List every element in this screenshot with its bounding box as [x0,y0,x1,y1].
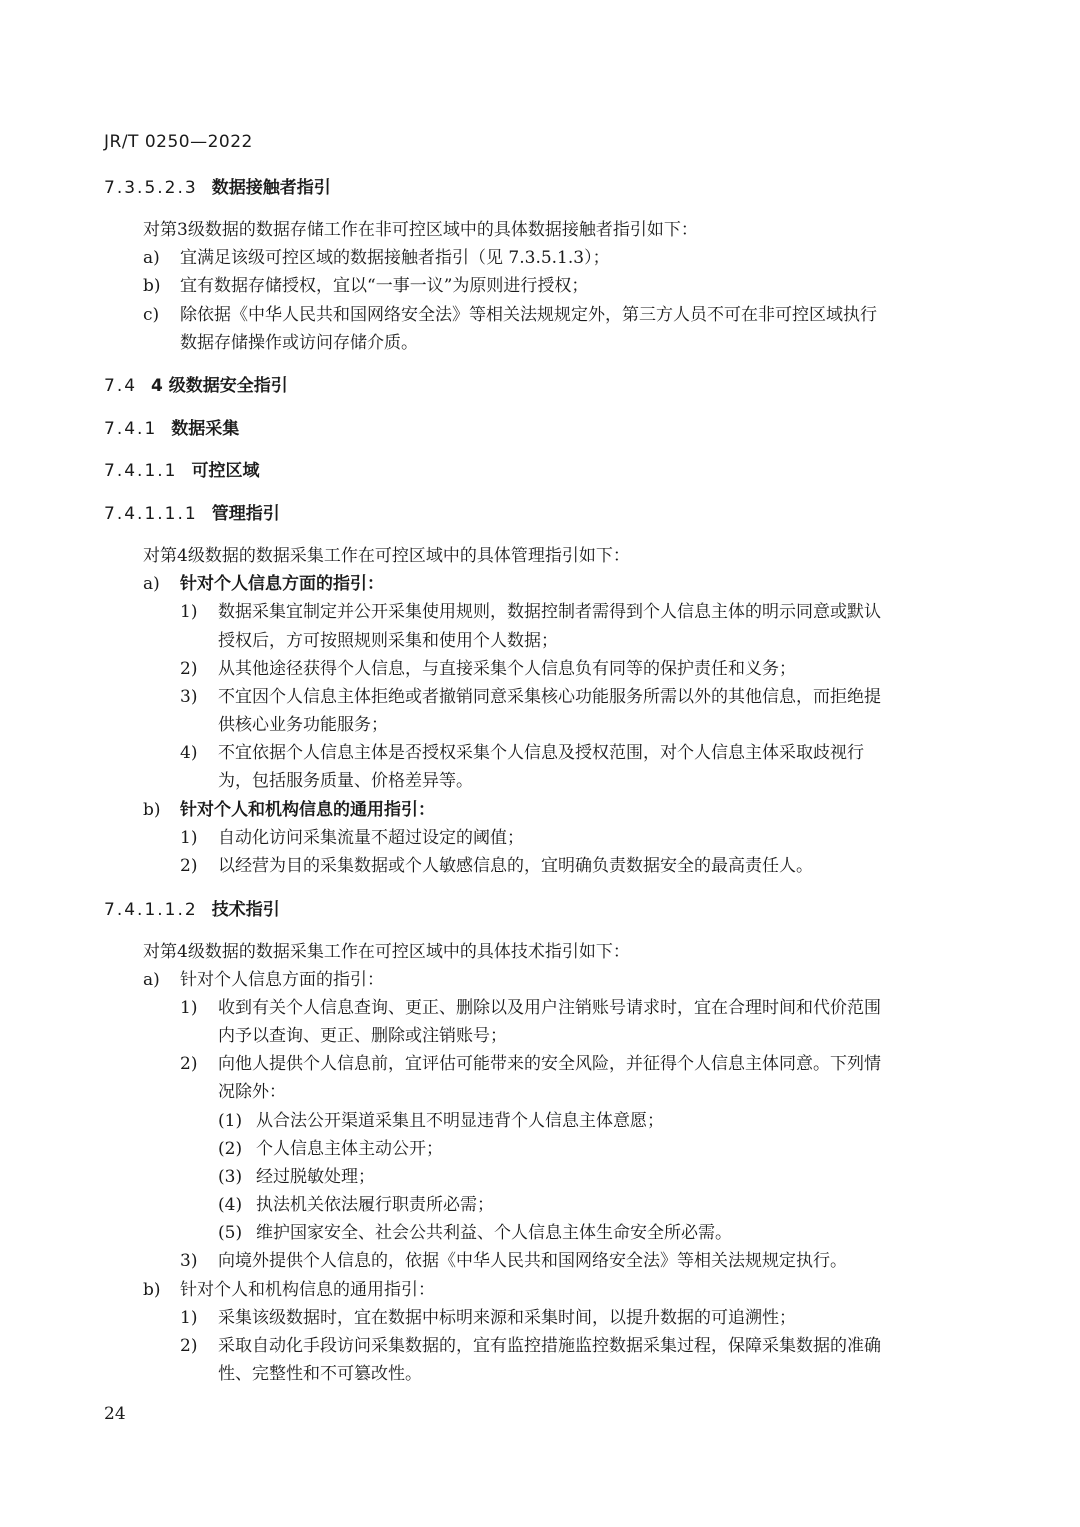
section-title: 技术指引 [211,900,280,920]
list-item-text: 除依据《中华人民共和国网络安全法》等相关法规规定外，第三方人员不可在非可控区域执行 [180,305,877,325]
nested-item-text: 维护国家安全、社会公共利益、个人信息主体生命安全所必需。 [256,1223,732,1243]
sublist-text: 以经营为目的采集数据或个人敏感信息的，宜明确负责数据安全的最高责任人。 [218,856,813,876]
nested-item-text: 经过脱敏处理； [256,1167,375,1187]
sublist-label: 2) [180,1336,198,1356]
section-heading [104,900,280,920]
sublist-label: 3) [180,1251,198,1271]
section-heading [104,178,331,198]
sublist-label: 1) [180,1308,198,1328]
list-label: b) [143,800,161,820]
list-item-text: 针对个人和机构信息的通用指引： [180,1280,435,1300]
sublist-text-continued: 性、完整性和不可篡改性。 [218,1364,422,1384]
section-heading [104,419,239,439]
sublist-text: 自动化访问采集流量不超过设定的阈值； [218,828,524,848]
sublist-label: 4) [180,743,198,763]
section-title: 数据采集 [171,419,240,439]
nested-item-label: (4) [218,1195,243,1215]
sublist-label: 3) [180,687,198,707]
sublist-label: 2) [180,1054,198,1074]
sublist-label: 2) [180,659,198,679]
nested-item-label: (5) [218,1223,243,1243]
nested-item-label: (2) [218,1139,243,1159]
section-title: 管理指引 [211,504,280,524]
list-label: c) [143,305,160,325]
nested-item-text: 个人信息主体主动公开； [256,1139,443,1159]
list-label: a) [143,574,160,594]
nested-item-label: (3) [218,1167,243,1187]
nested-item-text: 执法机关依法履行职责所必需； [256,1195,494,1215]
list-item-text: 宜满足该级可控区域的数据接触者指引（见 7.3.5.1.3）； [180,248,610,268]
section-number: 7.3.5.2.3 [104,178,198,198]
list-label: a) [143,970,160,990]
sublist-text: 向他人提供个人信息前，宜评估可能带来的安全风险，并征得个人信息主体同意。下列情 [218,1054,881,1074]
sublist-label: 1) [180,602,198,622]
nested-item-label: (1) [218,1111,243,1131]
sublist-text-continued: 内予以查询、更正、删除或注销账号； [218,1026,507,1046]
section-number: 7.4.1.1 [104,461,178,481]
list-item-text: 针对个人和机构信息的通用指引： [180,800,435,820]
list-label: b) [143,1280,161,1300]
sublist-text: 不宜因个人信息主体拒绝或者撤销同意采集核心功能服务所需以外的其他信息，而拒绝提 [218,687,881,707]
section-heading [104,461,259,481]
sublist-text: 采取自动化手段访问采集数据的，宜有监控措施监控数据采集过程，保障采集数据的准确 [218,1336,881,1356]
section-number: 7.4.1.1.1 [104,504,198,524]
sublist-text-continued: 为，包括服务质量、价格差异等。 [218,771,473,791]
sublist-text-continued: 供核心业务功能服务； [218,715,388,735]
list-item-text: 针对个人信息方面的指引： [180,574,384,594]
list-item-text: 针对个人信息方面的指引： [180,970,384,990]
sublist-text: 从其他途径获得个人信息，与直接采集个人信息负有同等的保护责任和义务； [218,659,796,679]
sublist-text: 收到有关个人信息查询、更正、删除以及用户注销账号请求时，宜在合理时间和代价范围 [218,998,881,1018]
list-label: a) [143,248,160,268]
sublist-text: 不宜依据个人信息主体是否授权采集个人信息及授权范围，对个人信息主体采取歧视行 [218,743,864,763]
sublist-label: 2) [180,856,198,876]
sublist-text-continued: 授权后，方可按照规则采集和使用个人数据； [218,631,558,651]
section-title: 可控区域 [191,461,260,481]
sublist-text: 向境外提供个人信息的，依据《中华人民共和国网络安全法》等相关法规规定执行。 [218,1251,847,1271]
sublist-text: 数据采集宜制定并公开采集使用规则，数据控制者需得到个人信息主体的明示同意或默认 [218,602,881,622]
section-number: 7.4 [104,376,138,396]
sublist-text-continued: 况除外： [218,1082,286,1102]
section-heading [104,504,280,524]
section-title: 4 级数据安全指引 [151,376,288,396]
list-item-text-continued: 数据存储操作或访问存储介质。 [180,333,418,353]
paragraph: 对第3级数据的数据存储工作在非可控区域中的具体数据接触者指引如下： [143,220,698,240]
sublist-label: 1) [180,828,198,848]
document-code: JR/T 0250—2022 [104,132,253,152]
sublist-text: 采集该级数据时，宜在数据中标明来源和采集时间，以提升数据的可追溯性； [218,1308,796,1328]
section-number: 7.4.1.1.2 [104,900,198,920]
section-title: 数据接触者指引 [211,178,331,198]
section-heading [104,376,288,396]
list-label: b) [143,276,161,296]
list-item-text: 宜有数据存储授权，宜以“一事一议”为原则进行授权； [180,276,589,296]
page-number: 24 [104,1404,126,1424]
section-number: 7.4.1 [104,419,158,439]
paragraph: 对第4级数据的数据采集工作在可控区域中的具体技术指引如下： [143,942,630,962]
nested-item-text: 从合法公开渠道采集且不明显违背个人信息主体意愿； [256,1111,664,1131]
paragraph: 对第4级数据的数据采集工作在可控区域中的具体管理指引如下： [143,546,630,566]
sublist-label: 1) [180,998,198,1018]
